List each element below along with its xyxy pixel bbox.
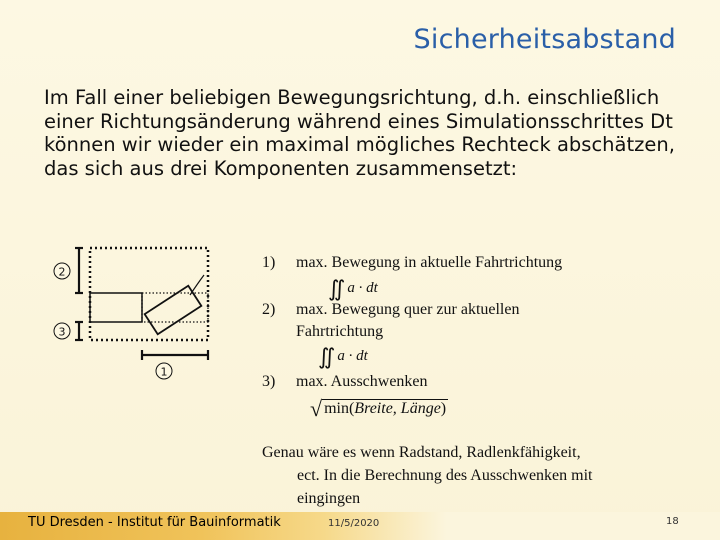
list-item: 3) max. Ausschwenken	[262, 373, 428, 390]
swing-arc	[190, 275, 204, 295]
figure-label-2: 2	[58, 265, 66, 279]
list-item: 2) max. Bewegung quer zur aktuellen	[262, 301, 520, 318]
figure-label-1: 1	[160, 365, 168, 379]
note-paragraph: Genau wäre es wenn Radstand, Radlenkfähigkeit, ect. In die Berechnung des Ausschwenken mit eingingen	[262, 444, 593, 507]
safety-rectangle-figure	[40, 235, 270, 395]
page-number: 18	[666, 516, 679, 527]
intro-paragraph: Im Fall einer beliebigen Bewegungsrichtung, d.h. einschließlich einer Richtungsänderung während eines Simulationsschrittes Dt können wir wieder ein maximal mögliches Rechteck abschätzen, das sich aus drei Komponenten zusammensetzt:	[44, 86, 675, 180]
footer-institution: TU Dresden - Institut für Bauinformatik	[28, 515, 281, 530]
formula-integral-2: ∬ a · dt	[318, 344, 368, 369]
car-rectangle	[90, 293, 142, 322]
formula-sqrt-min: √ min(Breite, Länge)	[310, 396, 447, 421]
figure-label-3: 3	[58, 325, 66, 339]
list-item-continuation: Fahrtrichtung	[296, 323, 384, 340]
list-item: 1) max. Bewegung in aktuelle Fahrtrichtung	[262, 254, 563, 271]
footer-date: 11/5/2020	[328, 518, 380, 529]
slide-title: Sicherheitsabstand	[413, 24, 676, 55]
formula-integral-1: ∬ a · dt	[328, 276, 378, 301]
